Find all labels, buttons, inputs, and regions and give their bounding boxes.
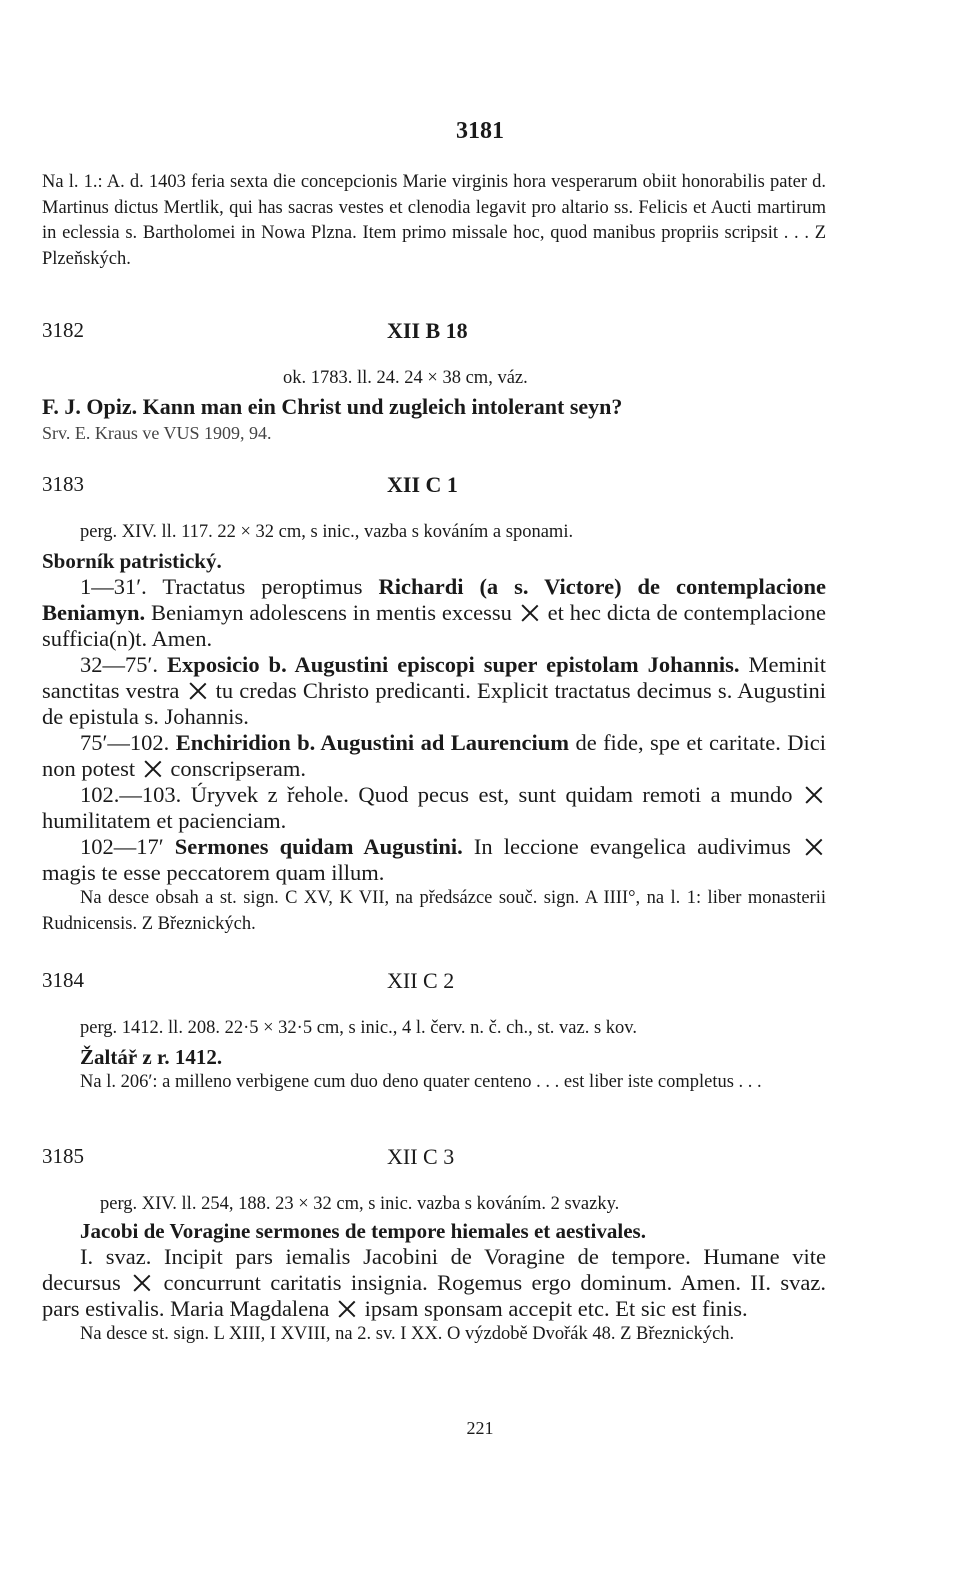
entry-3183-header <box>42 472 826 502</box>
entry-3181-text: Na l. 1.: A. d. 1403 feria sexta die concepcionis Marie virginis hora vesperarum obiit honorabilis pater d. Martinus dictus Mertlik, qui has sacras vestes et clenodia legavit pro altario ss. Felicis et Aucti martirum in eclessia s. Bartholomei in Nowa Plzna. Item primo missale hoc, quod manibus propriis scripsit . . . Z Plzeňských. <box>42 172 826 269</box>
shelf-signature: XII B 18 <box>387 318 468 343</box>
entry-3184-body <box>42 1044 826 1096</box>
entry-3181-text-block <box>42 170 826 272</box>
entry-number: 3184 <box>42 968 84 992</box>
entry-3183-item-5 <box>42 834 826 886</box>
entry-3185-note: Na desce st. sign. L XIII, I XVIII, na 2. sv. I XX. O výzdobě Dvořák 48. Z Březnických. <box>80 1324 735 1344</box>
incipit-text: concurrunt caritatis insignia. Rogemus ergo dominum. Amen. II. svaz. pars estivalis. Maria Magdalena <box>42 1270 826 1321</box>
entry-3182-note: Srv. E. Kraus ve VUS 1909, 94. <box>42 423 272 443</box>
entry-3183-note: Na desce obsah a st. sign. C XV, K VII, na předsázce souč. sign. A IIII°, na l. 1: liber monasterii Rudnicensis. Z Březnických. <box>42 888 826 934</box>
entry-number: 3185 <box>42 1144 84 1168</box>
incipit-text: de fide, spe et caritate. Dici non potest <box>42 730 826 781</box>
cross-icon <box>805 838 823 856</box>
entry-3182-body <box>42 394 826 446</box>
entry-3182-physical: ok. 1783. ll. 24. 24 × 38 cm, váz. <box>283 368 528 388</box>
explicit-text: humilitatem et pacienciam. <box>42 808 287 833</box>
entry-3183-item-1 <box>42 574 826 652</box>
folio-text: 32—75′. <box>80 652 168 677</box>
page-number: 221 <box>466 1418 494 1438</box>
cross-icon <box>338 1300 356 1318</box>
work-title: Exposicio b. Augustini episcopi super epistolam Johannis. <box>167 652 740 677</box>
entry-3183-item-4 <box>42 782 826 834</box>
entry-number: 3183 <box>42 472 84 496</box>
explicit-text: conscripseram. <box>164 756 306 781</box>
cross-icon <box>805 786 823 804</box>
entry-3183-physical: perg. XIV. ll. 117. 22 × 32 cm, s inic., vazba s kováním a sponami. <box>80 522 574 542</box>
work-title: Sermones quidam Augustini. <box>174 834 463 859</box>
entry-3183-item-2 <box>42 652 826 730</box>
folio-text: 75′—102. <box>80 730 176 755</box>
entry-3182-title: F. J. Opiz. Kann man ein Christ und zugleich intolerant seyn? <box>42 394 623 419</box>
cross-icon <box>521 604 539 622</box>
work-title: Richardi (a s. Victore) de contemplacione Beniamyn. <box>42 574 826 625</box>
entry-3183-title: Sborník patristický. <box>42 549 222 573</box>
entry-3184-note: Na l. 206′: a milleno verbigene cum duo deno quater centeno . . . est liber iste completus . . . <box>80 1072 762 1092</box>
folio-text: 1—31′. Tractatus peroptimus <box>80 574 379 599</box>
incipit-text: I. svaz. Incipit pars iemalis Jacobini de Voragine de tempore. Humane vite decursus <box>42 1244 826 1295</box>
explicit-text: ipsam sponsam accepit etc. Et sic est finis. <box>359 1296 748 1321</box>
cross-icon <box>189 682 207 700</box>
shelf-signature: XII C 2 <box>387 968 455 993</box>
shelf-signature: XII C 1 <box>387 472 458 497</box>
incipit-text: Beniamyn adolescens in mentis excessu <box>145 600 518 625</box>
cross-icon <box>133 1274 151 1292</box>
work-title: Enchiridion b. Augustini ad Laurencium <box>175 730 570 755</box>
entry-3183-item-3 <box>42 730 826 782</box>
incipit-text: Meminit sanctitas vestra <box>42 652 827 703</box>
entry-3183-body <box>42 548 826 937</box>
cross-icon <box>144 760 162 778</box>
entry-3184-physical: perg. 1412. ll. 208. 22·5 × 32·5 cm, s inic., 4 l. červ. n. č. ch., st. vaz. s kov. <box>80 1018 637 1038</box>
entry-3185-physical: perg. XIV. ll. 254, 188. 23 × 32 cm, s inic. vazba s kováním. 2 svazky. <box>100 1194 620 1214</box>
incipit-text: In leccione evangelica audivimus <box>462 834 802 859</box>
page-header-number: 3181 <box>456 118 504 144</box>
entry-3185-title: Jacobi de Voragine sermones de tempore hiemales et aestivales. <box>80 1219 646 1243</box>
shelf-signature: XII C 3 <box>387 1144 455 1169</box>
explicit-text: et hec dicta de contemplacione sufficia(n)t. Amen. <box>42 600 826 651</box>
entry-3184-header <box>42 968 826 998</box>
entry-3185-header <box>42 1144 826 1174</box>
entry-3185-item-1 <box>42 1244 826 1322</box>
entry-3185-body <box>42 1218 826 1348</box>
entry-3182-header <box>42 318 826 348</box>
explicit-text: tu credas Christo predicanti. Explicit tractatus decimus s. Augustini de epistula s. Johannis. <box>42 678 826 729</box>
entry-number: 3182 <box>42 318 84 342</box>
explicit-text: magis te esse peccatorem quam illum. <box>42 860 385 885</box>
folio-text: 102—17′ <box>80 834 175 859</box>
entry-3184-title: Žaltář z r. 1412. <box>80 1045 223 1069</box>
folio-text: 102.—103. Úryvek z řehole. Quod pecus est, sunt quidam remoti a mundo <box>80 782 802 807</box>
